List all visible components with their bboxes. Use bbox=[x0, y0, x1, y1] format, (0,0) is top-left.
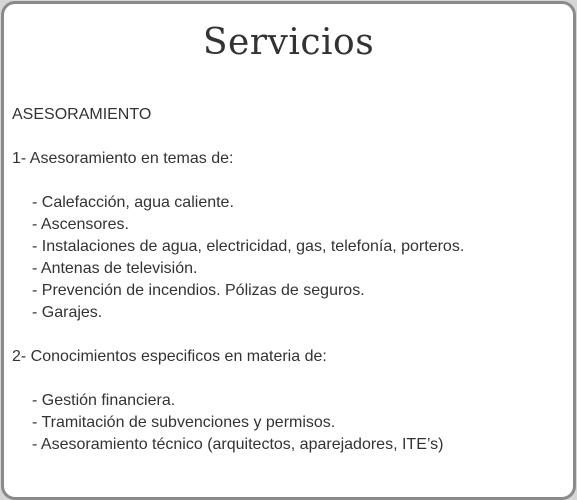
list-item: - Instalaciones de agua, electricidad, gas, telefonía, porteros. bbox=[32, 238, 465, 255]
list-item: - Garajes. bbox=[32, 304, 103, 321]
services-panel bbox=[1, 1, 576, 500]
list-item: - Asesoramiento técnico (arquitectos, aparejadores, ITE’s) bbox=[32, 436, 444, 453]
list-item: - Ascensores. bbox=[32, 216, 129, 233]
block1-intro: 1- Asesoramiento en temas de: bbox=[12, 150, 234, 167]
section-heading: ASESORAMIENTO bbox=[12, 106, 152, 123]
list-item: - Tramitación de subvenciones y permisos. bbox=[32, 414, 336, 431]
block2-list bbox=[12, 390, 565, 456]
list-item: - Prevención de incendios. Pólizas de seguros. bbox=[32, 282, 365, 299]
list-item: - Antenas de televisión. bbox=[32, 260, 198, 277]
services-content bbox=[12, 104, 565, 456]
block1-list bbox=[12, 192, 565, 324]
block2-intro: 2- Conocimientos especificos en materia de: bbox=[12, 348, 327, 365]
list-item: - Gestión financiera. bbox=[32, 392, 176, 409]
list-item: - Calefacción, agua caliente. bbox=[32, 194, 234, 211]
page-title: Servicios bbox=[202, 22, 375, 63]
